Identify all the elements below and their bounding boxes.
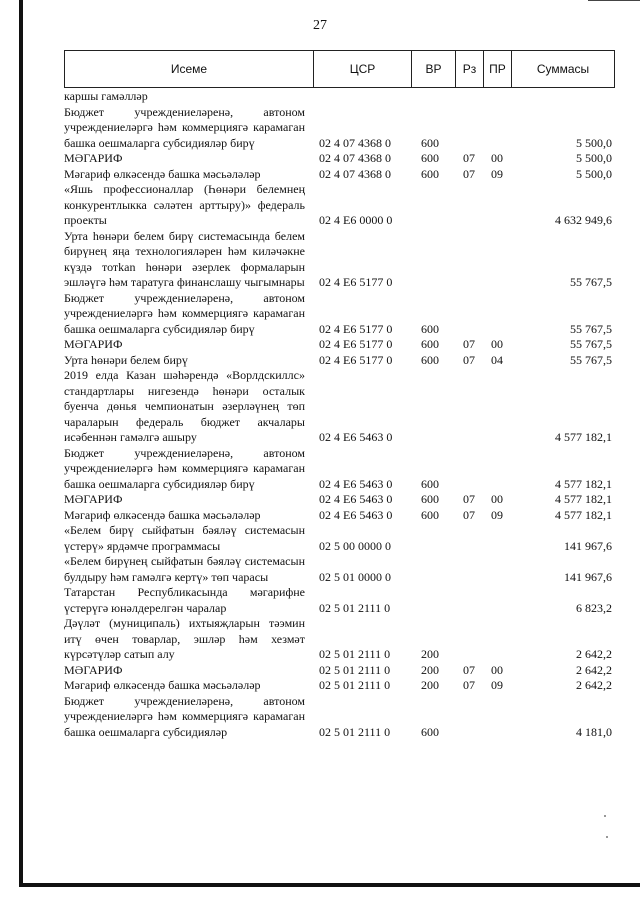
column-header-row — [65, 51, 615, 88]
row-pr-cell — [483, 291, 511, 338]
row-sum-cell: 2 642,2 — [576, 678, 612, 692]
row-vr-cell: 600 — [421, 135, 439, 150]
row-vr-cell: 600 — [421, 724, 439, 739]
row-vr-cell: 600 — [421, 352, 439, 367]
row-name-cell: Мәгариф өлкәсендә башка мәсьәләләр — [64, 507, 261, 522]
row-vr-cell — [411, 182, 455, 229]
scan-speck — [606, 836, 608, 838]
table-row — [64, 523, 614, 554]
table-row — [64, 353, 614, 369]
row-pr-cell — [483, 182, 511, 229]
row-vr-cell — [411, 368, 455, 446]
row-pr-cell: 09 — [491, 678, 503, 692]
row-vr-cell: 600 — [421, 166, 439, 181]
budget-table — [64, 89, 614, 740]
row-name-cell: Бюджет учреждениеләренә, автоном учреждениеләргә һәм коммерциягә карамаган башка оешмаларга субсидияләр бирү — [64, 104, 305, 150]
row-pr-cell — [483, 523, 511, 554]
row-sum-cell: 2 642,2 — [576, 662, 612, 677]
row-sum-cell: 4 577 182,1 — [555, 476, 612, 491]
row-csr-cell: 02 4 Е6 5463 0 — [319, 476, 393, 491]
row-vr-cell — [411, 554, 455, 585]
row-rz-cell — [455, 229, 483, 291]
row-csr-cell: 02 5 01 2111 0 — [319, 678, 391, 692]
row-name-cell: Бюджет учреждениеләренә, автоном учреждениеләргә һәм коммерциягә карамаган башка оешмаларга субсидияләр — [64, 693, 305, 739]
row-name-cell: Мәгариф өлкәсендә башка мәсьәләләр — [64, 166, 261, 181]
row-vr-cell: 200 — [421, 678, 439, 692]
row-csr-cell: 02 4 Е6 5177 0 — [319, 352, 393, 367]
column-header-name: Исеме — [65, 51, 314, 88]
row-pr-cell — [483, 694, 511, 741]
row-sum-cell: 5 500,0 — [576, 151, 612, 165]
scan-bottom-border — [19, 883, 640, 887]
row-csr-cell: 02 4 07 4368 0 — [319, 166, 391, 181]
row-vr-cell — [411, 89, 455, 105]
row-csr-cell: 02 4 Е6 0000 0 — [319, 213, 393, 227]
table-row — [64, 663, 614, 679]
row-rz-cell: 07 — [463, 492, 475, 506]
row-csr-cell: 02 4 Е6 5177 0 — [319, 337, 393, 351]
row-rz-cell — [455, 616, 483, 663]
row-sum-cell: 4 181,0 — [576, 724, 612, 739]
row-sum-cell: 141 967,6 — [564, 538, 612, 553]
row-rz-cell: 07 — [463, 151, 475, 165]
table-row — [64, 368, 614, 446]
table-row — [64, 167, 614, 183]
row-rz-cell: 07 — [463, 352, 475, 367]
row-pr-cell — [483, 616, 511, 663]
row-sum-cell: 5 500,0 — [576, 135, 612, 150]
row-csr-cell: 02 5 01 0000 0 — [319, 569, 391, 584]
row-rz-cell: 07 — [463, 678, 475, 692]
row-csr-cell: 02 5 01 2111 0 — [319, 662, 391, 677]
row-csr-cell: 02 5 00 0000 0 — [319, 538, 391, 553]
row-rz-cell — [455, 446, 483, 493]
table-row — [64, 151, 614, 167]
row-name-cell: МӘГАРИФ — [64, 492, 123, 506]
row-sum-cell: 4 632 949,6 — [555, 213, 612, 227]
row-pr-cell — [483, 105, 511, 152]
row-rz-cell — [455, 368, 483, 446]
row-vr-cell: 600 — [421, 507, 439, 522]
table-row — [64, 229, 614, 291]
table-row — [64, 182, 614, 229]
budget-table-body — [64, 89, 614, 740]
row-rz-cell — [455, 89, 483, 105]
column-header-sum: Суммасы — [512, 51, 615, 88]
row-name-cell: Бюджет учреждениеләренә, автоном учреждениеләргә һәм коммерциягә карамаган башка оешмаларга субсидияләр бирү — [64, 290, 305, 336]
table-row — [64, 694, 614, 741]
row-pr-cell — [483, 554, 511, 585]
row-pr-cell: 04 — [491, 352, 503, 367]
row-name-cell: Урта һөнәри белем бирү системасында белем бирүнең яңа технологияләрен һәм киләчәкне күздә тотkan һөнәри әзерлек формаларын эшләүгә һәм таратуга финанслашу чыгымнары — [64, 228, 305, 289]
row-name-cell: Урта һөнәри белем бирү — [64, 352, 188, 367]
row-vr-cell: 600 — [421, 151, 439, 165]
row-csr-cell: 02 5 01 2111 0 — [319, 724, 391, 739]
table-row — [64, 616, 614, 663]
row-csr-cell: 02 4 Е6 5177 0 — [319, 275, 393, 289]
row-name-cell: Бюджет учреждениеләренә, автоном учреждениеләргә һәм коммерциягә карамаган башка оешмаларга субсидияләр бирү — [64, 445, 305, 491]
row-name-cell: МӘГАРИФ — [64, 151, 123, 165]
row-rz-cell — [455, 585, 483, 616]
row-pr-cell — [483, 89, 511, 105]
row-sum-cell: 4 577 182,1 — [555, 492, 612, 506]
row-sum-cell: 55 767,5 — [570, 337, 612, 351]
table-row — [64, 508, 614, 524]
table-row — [64, 291, 614, 338]
table-row — [64, 492, 614, 508]
row-vr-cell: 600 — [421, 337, 439, 351]
row-rz-cell — [455, 523, 483, 554]
row-pr-cell: 09 — [491, 507, 503, 522]
row-csr-cell: 02 4 Е6 5463 0 — [319, 507, 393, 522]
row-rz-cell — [455, 182, 483, 229]
row-rz-cell: 07 — [463, 507, 475, 522]
row-sum-cell: 4 577 182,1 — [555, 430, 612, 444]
table-row — [64, 105, 614, 152]
row-vr-cell — [411, 585, 455, 616]
row-sum-cell: 55 767,5 — [570, 275, 612, 289]
row-rz-cell: 07 — [463, 166, 475, 181]
row-name-cell: МӘГАРИФ — [64, 662, 123, 677]
page-number: 27 — [313, 18, 327, 33]
row-rz-cell — [455, 554, 483, 585]
column-header-csr: ЦСР — [314, 51, 412, 88]
row-csr-cell: 02 5 01 2111 0 — [319, 647, 391, 661]
row-name-cell: Татарстан Республикасында мәгарифне үстерүгә юнәлдерелгән чаралар — [64, 585, 305, 615]
row-pr-cell: 00 — [491, 337, 503, 351]
row-rz-cell — [455, 291, 483, 338]
row-sum-cell: 55 767,5 — [570, 321, 612, 336]
table-row — [64, 554, 614, 585]
table-row — [64, 446, 614, 493]
table-row — [64, 89, 614, 105]
row-name-cell: Дәүләт (муниципаль) ихтыяҗларын тәэмин итү өчен товарлар, эшләр һәм хезмәт күрсәтүләр сатып алу — [64, 616, 305, 661]
scan-left-border — [19, 0, 23, 887]
row-pr-cell: 00 — [491, 492, 503, 506]
row-vr-cell: 600 — [421, 321, 439, 336]
row-csr-cell: 02 5 01 2111 0 — [319, 600, 391, 615]
row-pr-cell — [483, 229, 511, 291]
row-csr-cell: 02 4 07 4368 0 — [319, 151, 391, 165]
row-pr-cell: 09 — [491, 166, 503, 181]
row-rz-cell: 07 — [463, 662, 475, 677]
row-csr-cell: 02 4 Е6 5463 0 — [319, 492, 393, 506]
row-name-cell: Мәгариф өлкәсендә башка мәсьәләләр — [64, 678, 261, 692]
column-header-rz: Рз — [456, 51, 484, 88]
row-pr-cell: 00 — [491, 662, 503, 677]
row-vr-cell — [411, 523, 455, 554]
row-name-cell: «Белем бирүнең сыйфатын бәяләү системасын булдыру һәм гамәлгә кертү» төп чарасы — [64, 554, 305, 584]
row-rz-cell: 07 — [463, 337, 475, 351]
row-name-cell: «Белем бирү сыйфатын бәяләү системасын үстерү» ярдәмче программасы — [64, 523, 305, 553]
column-header-pr: ПР — [484, 51, 512, 88]
row-rz-cell — [455, 694, 483, 741]
row-pr-cell — [483, 446, 511, 493]
row-vr-cell: 600 — [421, 476, 439, 491]
row-pr-cell — [483, 368, 511, 446]
row-csr-cell: 02 4 Е6 5463 0 — [319, 430, 393, 444]
row-csr-cell: 02 4 07 4368 0 — [319, 135, 391, 150]
row-csr-cell: 02 4 Е6 5177 0 — [319, 321, 393, 336]
row-sum-cell: 141 967,6 — [564, 569, 612, 584]
row-sum-cell: 4 577 182,1 — [555, 507, 612, 522]
row-name-cell: каршы гамәлләр — [64, 89, 148, 103]
top-edge-rule — [588, 0, 640, 1]
row-csr-cell — [313, 89, 411, 105]
row-name-cell: 2019 елда Казан шәһәрендә «Ворлдскиллс» стандартлары нигезендә һөнәри осталык буенча дөнья чемпионатын әзерләүнең төп чараларын федераль бюджет акчалары исәбеннән гамәлгә ашыру — [64, 368, 305, 444]
scan-speck — [604, 815, 606, 817]
row-vr-cell — [411, 229, 455, 291]
row-rz-cell — [455, 105, 483, 152]
table-row — [64, 337, 614, 353]
row-pr-cell — [483, 585, 511, 616]
row-sum-cell — [511, 89, 614, 105]
row-pr-cell: 00 — [491, 151, 503, 165]
row-sum-cell: 6 823,2 — [576, 600, 612, 615]
column-header-vr: ВР — [412, 51, 456, 88]
table-row — [64, 585, 614, 616]
table-row — [64, 678, 614, 694]
row-name-cell: «Яшь профессионаллар (Һөнәри белемнең конкурентлыкка сәләтен арттыру)» федераль проекты — [64, 182, 305, 227]
row-name-cell: МӘГАРИФ — [64, 337, 123, 351]
column-header-table — [64, 50, 615, 88]
row-sum-cell: 5 500,0 — [576, 166, 612, 181]
row-vr-cell: 200 — [421, 662, 439, 677]
row-vr-cell: 600 — [421, 492, 439, 506]
row-vr-cell: 200 — [421, 647, 439, 661]
row-sum-cell: 2 642,2 — [576, 647, 612, 661]
row-sum-cell: 55 767,5 — [570, 352, 612, 367]
